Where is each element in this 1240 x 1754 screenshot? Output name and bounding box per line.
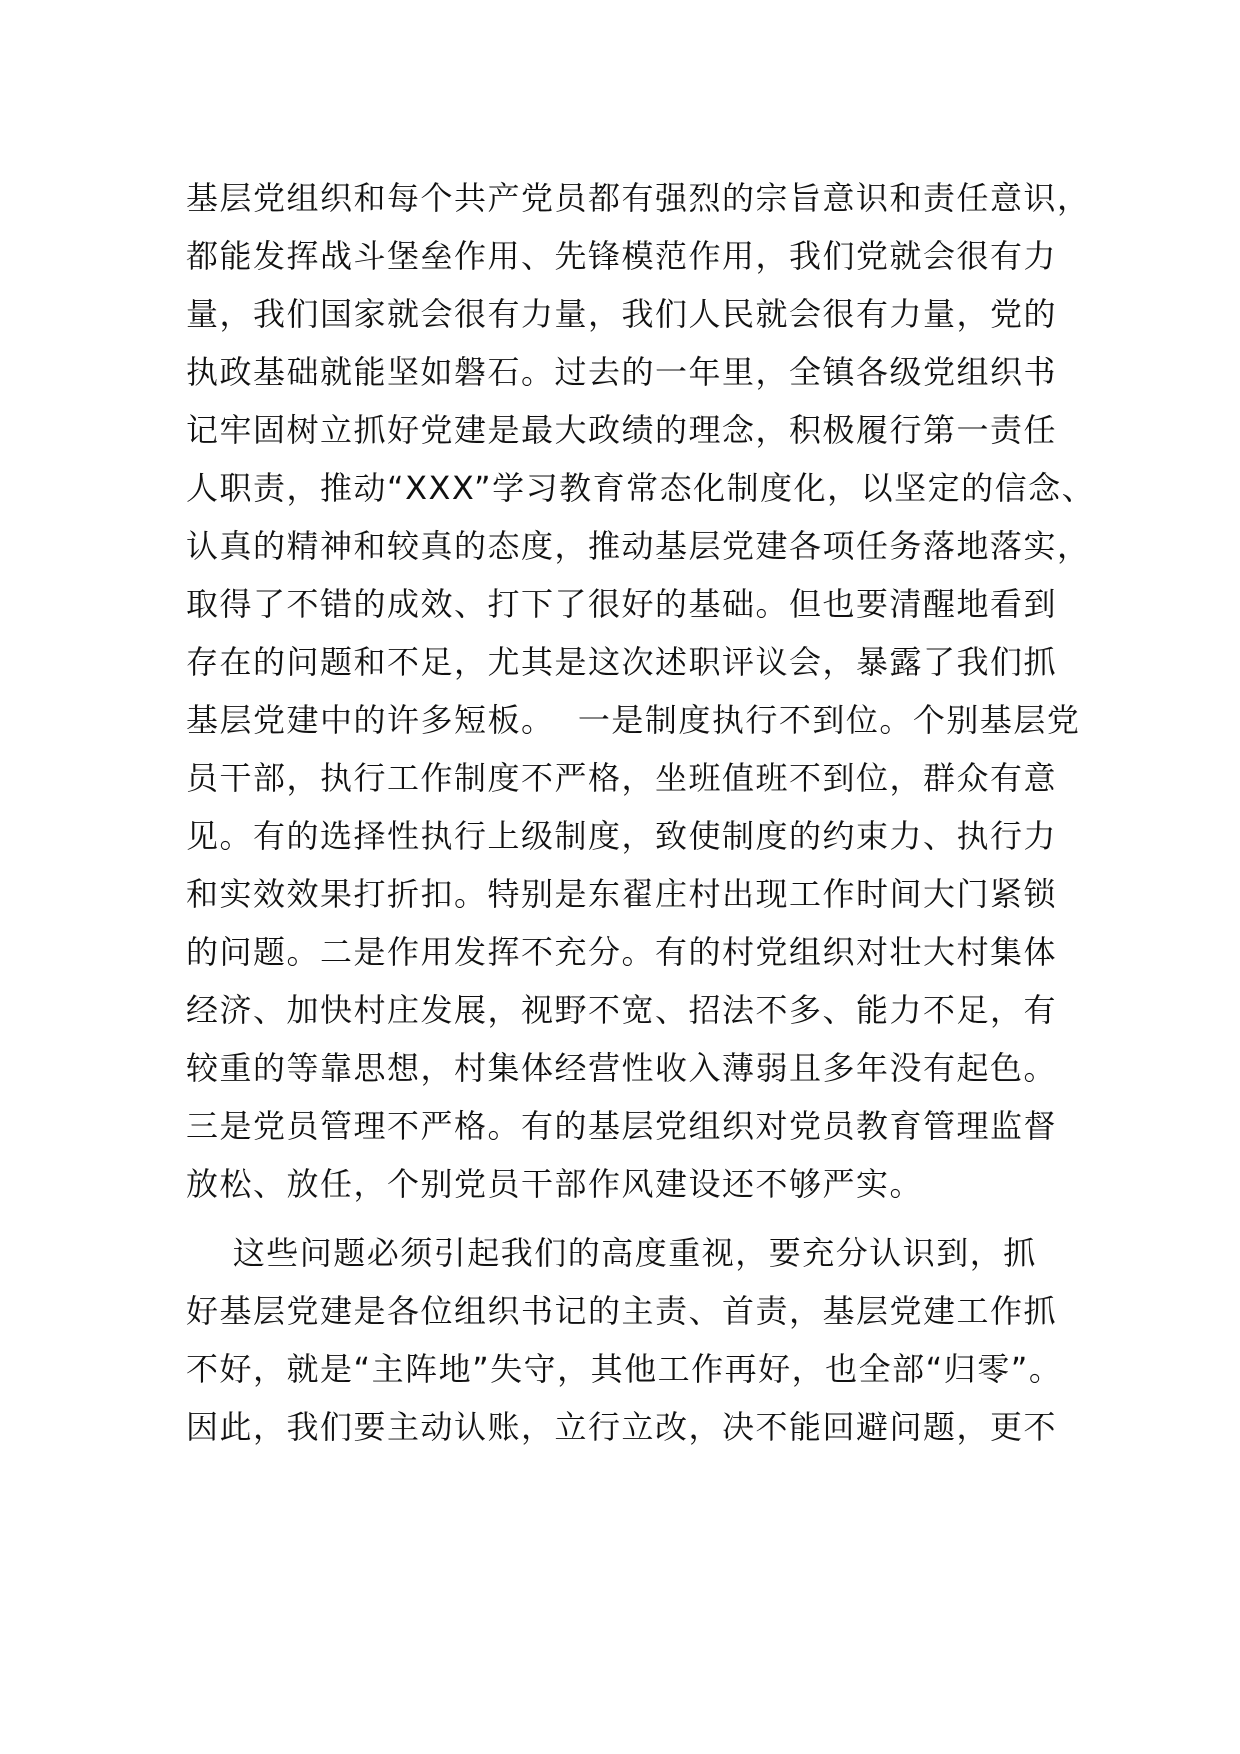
text-line: 量，我们国家就会很有力量，我们人民就会很有力量，党的 — [186, 295, 1058, 333]
text-line: 基层党组织和每个共产党员都有强烈的宗旨意识和责任意识， — [186, 179, 1091, 217]
text-line: 三是党员管理不严格。有的基层党组织对党员教育管理监督 — [186, 1107, 1058, 1145]
text-line: 因此，我们要主动认账，立行立改，决不能回避问题，更不 — [186, 1408, 1058, 1446]
text-line: 基层党建中的许多短板。 一是制度执行不到位。个别基层党 — [186, 701, 1081, 739]
text-line: 的问题。二是作用发挥不充分。有的村党组织对壮大村集体 — [186, 933, 1058, 971]
text-line: 员干部，执行工作制度不严格，坐班值班不到位，群众有意 — [186, 759, 1058, 797]
text-line: 认真的精神和较真的态度，推动基层党建各项任务落地落实， — [186, 527, 1091, 565]
text-line: 不好，就是“主阵地”失守，其他工作再好，也全部“归零”。 — [186, 1350, 1063, 1388]
text-line: 见。有的选择性执行上级制度，致使制度的约束力、执行力 — [186, 817, 1058, 855]
text-line: 经济、加快村庄发展，视野不宽、招法不多、能力不足，有 — [186, 991, 1058, 1029]
text-line: 和实效效果打折扣。特别是东翟庄村出现工作时间大门紧锁 — [186, 875, 1058, 913]
text-line: 取得了不错的成效、打下了很好的基础。但也要清醒地看到 — [186, 585, 1058, 623]
text-line: 人职责，推动“XXX”学习教育常态化制度化，以坚定的信念、 — [186, 469, 1096, 507]
text-line: 记牢固树立抓好党建是最大政绩的理念，积极履行第一责任 — [186, 411, 1058, 449]
paragraph-2 — [186, 1224, 1066, 1456]
text-line: 都能发挥战斗堡垒作用、先锋模范作用，我们党就会很有力 — [186, 237, 1058, 275]
text-line: 存在的问题和不足，尤其是这次述职评议会，暴露了我们抓 — [186, 643, 1058, 681]
paragraph-1 — [186, 169, 1096, 1213]
text-line: 较重的等靠思想，村集体经营性收入薄弱且多年没有起色。 — [186, 1049, 1058, 1087]
text-line: 放松、放任，个别党员干部作风建设还不够严实。 — [186, 1165, 924, 1203]
text-line: 这些问题必须引起我们的高度重视，要充分认识到，抓 — [186, 1234, 1037, 1272]
text-line: 执政基础就能坚如磐石。过去的一年里，全镇各级党组织书 — [186, 353, 1058, 391]
text-line: 好基层党建是各位组织书记的主责、首责，基层党建工作抓 — [186, 1292, 1058, 1330]
